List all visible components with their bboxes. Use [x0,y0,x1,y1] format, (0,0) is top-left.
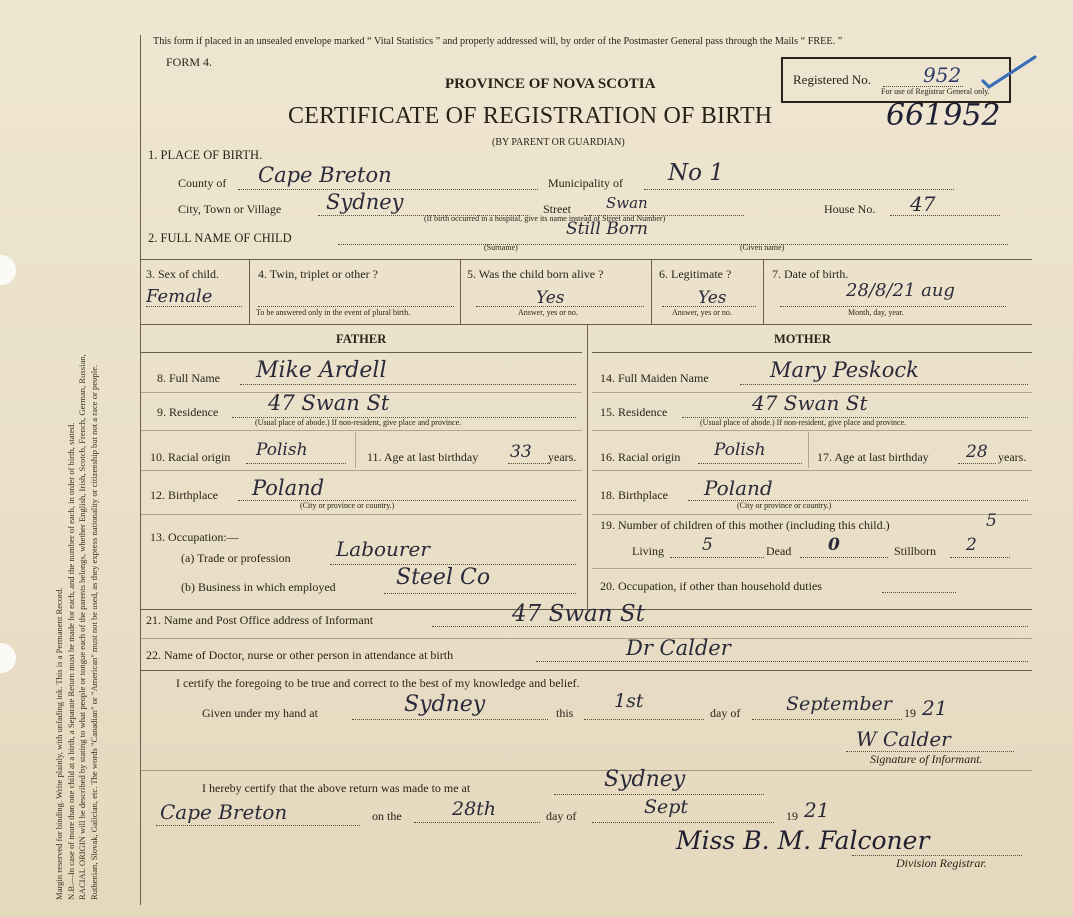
dead-value: 0 [828,535,840,555]
father-residence-value: 47 Swan St [268,391,390,415]
house-value: 47 [910,192,936,216]
place-of-birth-heading: 1. PLACE OF BIRTH. [148,148,263,162]
punch-hole [0,255,16,285]
hospital-note: (If birth occurred in a hospital, give its name instead of Street and Number) [424,214,666,223]
registrar-statement: I hereby certify that the above return was made to me at [202,781,471,795]
registrar-year-value: 21 [804,798,830,822]
doctor-value: Dr Calder [626,636,731,660]
postal-note: This form if placed in an unsealed envelope marked “ Vital Statistics ” and properly addressed will, by order of the Postmaster General pass through the Mails “ FREE. ” [153,36,843,47]
margin-line: RACIAL ORIGIN will be described by stating to what people or tongue each of the parents belongs, whether English, Irish, Scotch, French, German, Russian, [77,354,88,900]
margin-line: N.B.—In case of more than one child at a birth, a Separate Return must be made for each, and the number of each, in order of birth, stated. [65,422,76,900]
father-name-value: Mike Ardell [256,358,387,383]
father-name-label: 8. Full Name [157,371,220,385]
mother-years-label: years. [998,450,1027,464]
registrar-county-value: Cape Breton [160,800,288,824]
father-trade-label: (a) Trade or profession [181,551,291,565]
father-business-label: (b) Business in which employed [181,580,336,594]
dob-note: Month, day, year. [848,308,904,317]
certificate-title: CERTIFICATE OF REGISTRATION OF BIRTH [288,103,773,129]
mother-race-value: Polish [714,440,766,460]
surname-caption: (Surname) [484,243,518,252]
registrar-year-prefix: 19 [786,809,798,823]
mother-residence-note: (Usual place of abode.) If non-resident, give place and province. [700,418,907,427]
informant-value: 47 Swan St [512,601,645,627]
father-birthplace-note: (City or province or country.) [300,501,395,510]
father-occupation-label: 13. Occupation:— [150,530,239,544]
father-trade-value: Labourer [336,537,430,561]
father-age-label: 11. Age at last birthday [367,450,479,464]
alive-label: 5. Was the child born alive ? [467,267,604,281]
municipality-value: No 1 [668,160,724,186]
mother-heading: MOTHER [774,332,831,346]
registrar-day-of-label: day of [546,809,577,823]
mother-birthplace-label: 18. Birthplace [600,488,668,502]
mother-children-label: 19. Number of children of this mother (including this child.) [600,518,890,532]
dob-label: 7. Date of birth. [772,267,849,281]
father-heading: FATHER [336,332,387,346]
street-label: Street [543,202,571,216]
given-place-value: Sydney [404,692,486,717]
city-label: City, Town or Village [178,202,282,216]
registrar-signature-label: Division Registrar. [896,856,987,870]
stillborn-value: 2 [966,535,977,555]
registered-number: 952 [923,63,962,87]
registered-number-box [781,57,1011,103]
stillborn-label: Stillborn [894,544,937,558]
living-label: Living [632,544,664,558]
informant-signature: W Calder [856,727,951,751]
father-birthplace-value: Poland [252,476,325,500]
check-mark-icon [979,53,1039,93]
registrar-signature: Miss B. M. Falconer [676,826,930,855]
registered-note: For use of Registrar General only. [881,87,990,96]
sex-label: 3. Sex of child. [146,267,219,281]
doctor-label: 22. Name of Doctor, nurse or other person in attendance at birth [146,648,454,662]
street-value: Swan [606,194,648,212]
legitimate-note: Answer, yes or no. [672,308,732,317]
on-the-label: on the [372,809,402,823]
alive-value: Yes [536,288,565,308]
mother-age-value: 28 [966,442,988,462]
father-residence-label: 9. Residence [157,405,219,419]
twin-label: 4. Twin, triplet or other ? [258,267,378,281]
registered-label: Registered No. [793,72,871,87]
mother-occupation-label: 20. Occupation, if other than household duties [600,579,822,593]
day-of-label: day of [710,706,741,720]
mother-age-label: 17. Age at last birthday [817,450,929,464]
child-name-value: Still Born [566,219,648,239]
punch-hole [0,643,16,673]
margin-line: Ruthenian, Slovak, Galician, etc. The words "Canadian" or "American" must not be used, as they express nationality or citizenship but not a race or people. [88,364,99,900]
father-race-label: 10. Racial origin [150,450,231,464]
child-name-label: 2. FULL NAME OF CHILD [148,231,292,245]
county-label: County of [178,176,227,190]
certify-year-value: 21 [922,696,948,720]
margin-line: Margin reserved for binding. Write plainly, with unfading ink. This is a Permanent Record. [54,587,64,900]
certificate-number: 661952 [886,98,1001,133]
this-day-value: 1st [614,690,644,712]
mother-name-value: Mary Peskock [770,358,919,382]
registrar-place-value: Sydney [604,767,686,792]
certify-month-value: September [786,693,892,715]
registrar-day-value: 28th [452,798,497,820]
informant-signature-label: Signature of Informant. [870,752,983,766]
mother-residence-label: 15. Residence [600,405,668,419]
alive-note: Answer, yes or no. [518,308,578,317]
this-label: this [556,706,574,720]
father-business-value: Steel Co [396,565,491,590]
margin-instructions [54,20,100,900]
dead-label: Dead [766,544,792,558]
certify-statement: I certify the foregoing to be true and correct to the best of my knowledge and belief. [176,676,580,690]
father-years-label: years. [548,450,577,464]
father-birthplace-label: 12. Birthplace [150,488,218,502]
dob-value: 28/8/21 aug [846,280,955,301]
registrar-month-value: Sept [644,796,689,818]
county-value: Cape Breton [258,163,392,187]
mother-residence-value: 47 Swan St [752,391,868,415]
province-heading: PROVINCE OF NOVA SCOTIA [445,76,656,92]
house-label: House No. [824,202,876,216]
father-race-value: Polish [256,440,308,460]
certify-year-prefix: 19 [904,706,916,720]
legitimate-value: Yes [698,288,727,308]
mother-birthplace-value: Poland [704,476,773,500]
certificate-subtitle: (BY PARENT OR GUARDIAN) [492,137,625,148]
given-name-caption: (Given name) [740,243,785,252]
mother-name-label: 14. Full Maiden Name [600,371,709,385]
twin-note: To be answered only in the event of plural birth. [256,308,411,317]
mother-children-value: 5 [986,511,997,531]
informant-label: 21. Name and Post Office address of Informant [146,613,374,627]
mother-race-label: 16. Racial origin [600,450,681,464]
father-residence-note: (Usual place of abode.) If non-resident, give place and province. [255,418,462,427]
father-age-value: 33 [510,442,532,462]
form-number: FORM 4. [166,55,213,69]
legitimate-label: 6. Legitimate ? [659,267,732,281]
mother-birthplace-note: (City or province or country.) [737,501,832,510]
sex-value: Female [146,286,213,307]
living-value: 5 [702,535,713,555]
municipality-label: Municipality of [548,176,623,190]
given-under-label: Given under my hand at [202,706,318,720]
city-value: Sydney [326,190,404,214]
